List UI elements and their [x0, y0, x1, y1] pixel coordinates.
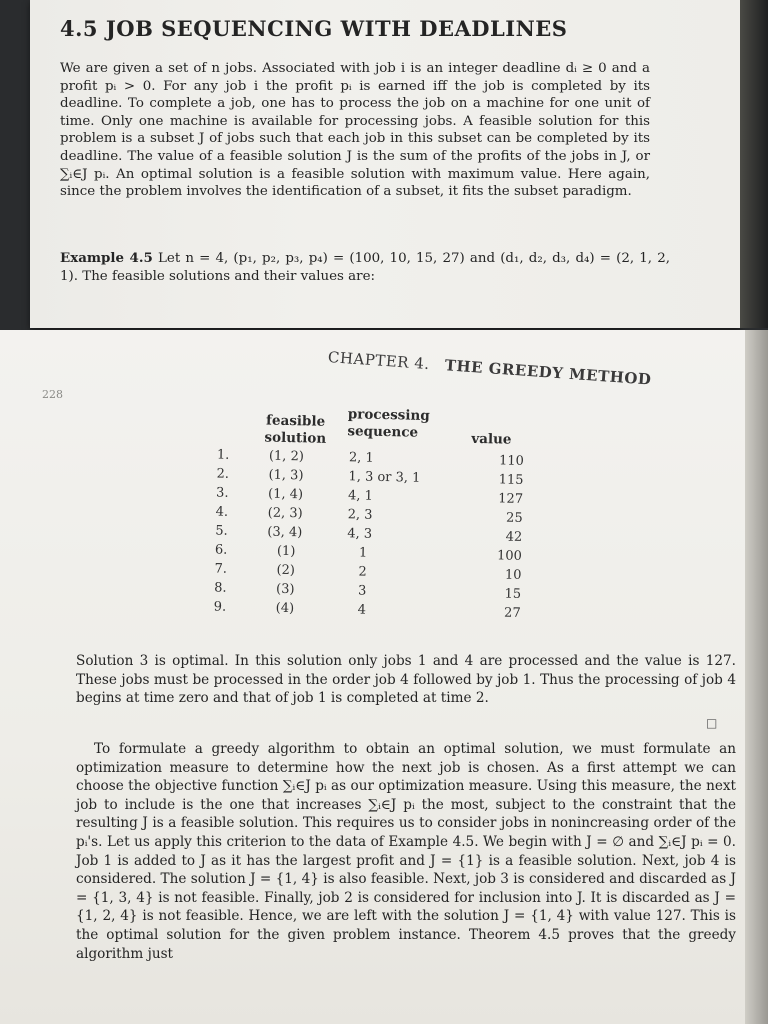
row-sequence: 1, 3 or 3, 1 — [348, 469, 421, 486]
row-index: 9. — [213, 599, 227, 615]
row-solution: (2) — [276, 562, 296, 579]
section-title: 4.5 JOB SEQUENCING WITH DEADLINES — [60, 16, 568, 41]
row-solution: (3) — [275, 581, 295, 598]
row-solution: (1, 2) — [268, 448, 305, 465]
row-index: 7. — [214, 561, 228, 577]
example-4-5 — [60, 250, 670, 285]
row-value: 100 — [496, 548, 523, 564]
row-solution: (4) — [275, 600, 295, 617]
row-sequence: 2 — [358, 564, 367, 580]
row-sequence: 4, 1 — [347, 488, 374, 504]
end-of-proof-icon: □ — [706, 716, 718, 730]
header-processing-sequence: processing sequence — [347, 406, 430, 441]
row-index: 1. — [216, 447, 230, 463]
row-solution: (3, 4) — [267, 524, 303, 541]
row-value: 10 — [504, 567, 522, 583]
row-sequence: 3 — [357, 583, 367, 599]
optimal-solution-paragraph: Solution 3 is optimal. In this solution only jobs 1 and 4 are processed and the value is 127. These jobs must be processed in the order job 4 followed by job 1. Thus the processing of job 4 begins at time zero and that of job 1 is completed at time 2. — [76, 653, 736, 707]
row-sequence: 2, 1 — [348, 450, 374, 466]
row-index: 3. — [215, 485, 229, 501]
row-sequence: 2, 3 — [347, 507, 373, 523]
row-value: 110 — [498, 453, 525, 469]
header-feasible-solution: feasible solution — [264, 412, 327, 447]
header-value: value — [471, 430, 512, 448]
page-edge-shadow — [745, 330, 768, 1024]
row-index: 6. — [214, 542, 228, 558]
row-value: 115 — [498, 472, 524, 488]
row-index: 2. — [216, 466, 230, 482]
row-value: 42 — [505, 529, 523, 545]
greedy-algorithm-paragraph: To formulate a greedy algorithm to obtain an optimal solution, we must formulate an optimization measure to determine how the next job is chosen. As a first attempt we can choose the objective function ∑ᵢ∈J pᵢ as our optimization measure. Using this measure, the next job to include is the one that increases ∑ᵢ∈J pᵢ the most, subject to the constraint that the resulting J is a feasible solution. This requires us to consider jobs in nonincreasing order of the pᵢ's. Let us apply this criterion to the data of Example 4.5. We begin with J = ∅ and ∑ᵢ∈J pᵢ = 0. Job 1 is added to J as it has the largest profit and J = {1} is a feasible solution. Next, job 4 is considered. The solution J = {1, 4} is also feasible. Next, job 3 is considered and discarded as J = {1, 3, 4} is not feasible. Finally, job 2 is considered for inclusion into J. It is discarded as J = {1, 2, 4} is not feasible. Hence, we are left with the solution J = {1, 4} with value 127. This is the optimal solution for the given problem instance. Theorem 4.5 proves that the greedy algorithm just — [76, 741, 736, 962]
row-sequence: 4 — [357, 602, 367, 618]
row-value: 15 — [504, 586, 522, 602]
running-head-chapter: CHAPTER 4. — [327, 348, 431, 374]
page-number: 228 — [42, 388, 63, 401]
row-value: 27 — [503, 605, 521, 621]
row-index: 5. — [215, 523, 228, 539]
problem-description: We are given a set of n jobs. Associated with job i is an integer deadline dᵢ ≥ 0 and a profit pᵢ > 0. For any job i the profit pᵢ is earned iff the job is completed by its deadline. To complete a job, one has to process the job on a machine for one unit of time. Only one machine is available for processing jobs. A feasible solution for this problem is a subset J of jobs such that each job in this subset can be completed by its deadline. The value of a feasible solution J is the sum of the profits of the jobs in J, or ∑ᵢ∈J pᵢ. An optimal solution is a feasible solution with maximum value. Here again, since the problem involves the identification of a subset, it fits the subset paradigm. — [60, 61, 650, 200]
book-spine-shadow — [740, 0, 768, 328]
running-head-title: THE GREEDY METHOD — [444, 356, 652, 389]
row-index: 8. — [213, 580, 227, 596]
row-sequence: 1 — [358, 545, 368, 561]
row-sequence: 4, 3 — [347, 526, 373, 542]
row-index: 4. — [215, 504, 229, 520]
row-solution: (1, 3) — [268, 467, 304, 484]
row-solution: (1) — [276, 543, 296, 560]
top-page — [30, 0, 740, 328]
feasible-solutions-table — [213, 404, 540, 650]
row-value: 25 — [505, 510, 523, 526]
row-value: 127 — [498, 491, 524, 507]
example-text: Let n = 4, (p₁, p₂, p₃, p₄) = (100, 10, 15, 27) and (d₁, d₂, d₃, d₄) = (2, 1, 2, 1). The feasible solutions and their values are: — [60, 251, 670, 284]
row-solution: (2, 3) — [267, 505, 303, 522]
example-label: Example 4.5 — [60, 250, 153, 266]
row-solution: (1, 4) — [267, 486, 304, 503]
